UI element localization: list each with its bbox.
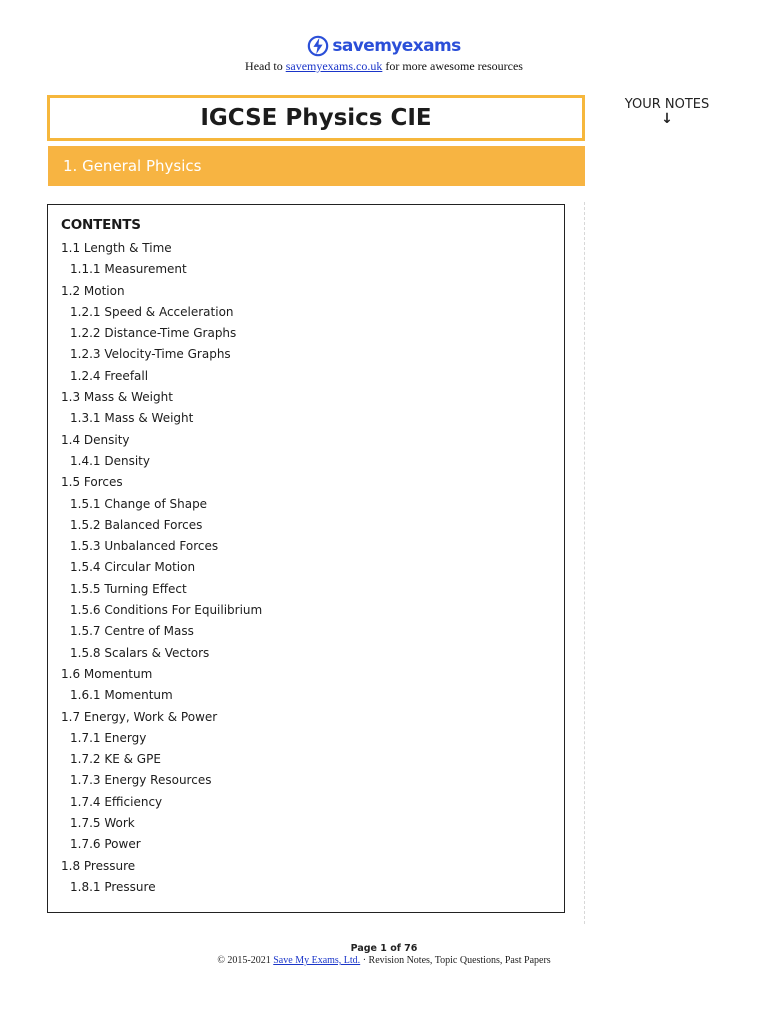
toc-subsection-item[interactable]: 1.5.3 Unbalanced Forces — [70, 539, 219, 554]
toc-subsection-item[interactable]: 1.5.2 Balanced Forces — [70, 517, 203, 532]
toc-section-item[interactable]: 1.5 Forces — [61, 475, 123, 490]
toc-subsection-item[interactable]: 1.7.6 Power — [70, 837, 141, 852]
toc-subsection-item[interactable]: 1.2.4 Freefall — [70, 368, 149, 383]
toc-section-item[interactable]: 1.7 Energy, Work & Power — [61, 709, 218, 724]
your-notes-label: YOUR NOTES — [624, 97, 710, 112]
section-banner — [48, 146, 585, 186]
copyright-suffix: · Revision Notes, Topic Questions, Past Papers — [362, 955, 551, 966]
lightning-bolt-icon — [307, 35, 329, 57]
copyright-line — [0, 955, 768, 966]
toc-subsection-item[interactable]: 1.5.1 Change of Shape — [70, 496, 208, 511]
notes-divider — [584, 202, 585, 924]
table-of-contents — [61, 238, 552, 898]
toc-subsection-item[interactable]: 1.5.8 Scalars & Vectors — [70, 645, 210, 660]
title-box — [47, 95, 585, 141]
toc-subsection-item[interactable]: 1.4.1 Density — [70, 453, 150, 468]
toc-section-item[interactable]: 1.2 Motion — [61, 283, 125, 298]
toc-subsection-item[interactable]: 1.6.1 Momentum — [70, 688, 173, 703]
toc-subsection-item[interactable]: 1.8.1 Pressure — [70, 879, 156, 894]
toc-subsection-item[interactable]: 1.7.4 Efficiency — [70, 794, 163, 809]
brand-logo[interactable] — [0, 34, 768, 58]
toc-subsection-item[interactable]: 1.5.4 Circular Motion — [70, 560, 196, 575]
toc-section-item[interactable]: 1.3 Mass & Weight — [61, 390, 173, 405]
document-title: IGCSE Physics CIE — [200, 105, 432, 131]
arrow-down-icon: ↓ — [661, 111, 673, 127]
toc-subsection-item[interactable]: 1.2.1 Speed & Acceleration — [70, 304, 234, 319]
toc-subsection-item[interactable]: 1.7.5 Work — [70, 816, 135, 831]
copyright-prefix: © 2015-2021 — [217, 955, 271, 966]
toc-section-item[interactable]: 1.4 Density — [61, 432, 130, 447]
toc-subsection-item[interactable]: 1.2.2 Distance-Time Graphs — [70, 326, 237, 341]
page-number: Page 1 of 76 — [350, 943, 418, 954]
contents-heading: CONTENTS — [61, 217, 141, 233]
toc-subsection-item[interactable]: 1.7.2 KE & GPE — [70, 752, 161, 767]
tagline-suffix: for more awesome resources — [385, 59, 523, 73]
toc-section-item[interactable]: 1.8 Pressure — [61, 858, 136, 873]
your-notes-column-header — [606, 97, 728, 126]
toc-section-item[interactable]: 1.1 Length & Time — [61, 241, 172, 255]
tagline — [0, 59, 768, 74]
toc-section-item[interactable]: 1.6 Momentum — [61, 666, 153, 681]
toc-subsection-item[interactable]: 1.5.5 Turning Effect — [70, 581, 187, 596]
toc-subsection-item[interactable]: 1.2.3 Velocity-Time Graphs — [70, 347, 231, 362]
page-header — [0, 34, 768, 74]
toc-subsection-item[interactable]: 1.5.7 Centre of Mass — [70, 624, 194, 639]
company-link[interactable]: Save My Exams, Ltd. — [273, 955, 361, 966]
logo-text: savemyexams — [332, 36, 461, 56]
toc-subsection-item[interactable]: 1.3.1 Mass & Weight — [70, 411, 194, 426]
page-footer — [0, 943, 768, 966]
section-title: 1. General Physics — [63, 157, 202, 175]
toc-subsection-item[interactable]: 1.7.1 Energy — [70, 730, 147, 745]
toc-subsection-item[interactable]: 1.7.3 Energy Resources — [70, 773, 212, 788]
website-link[interactable]: savemyexams.co.uk — [285, 59, 383, 73]
toc-subsection-item[interactable]: 1.5.6 Conditions For Equilibrium — [70, 603, 263, 618]
toc-subsection-item[interactable]: 1.1.1 Measurement — [70, 262, 187, 277]
contents-panel — [47, 204, 565, 913]
tagline-prefix: Head to — [245, 59, 283, 73]
